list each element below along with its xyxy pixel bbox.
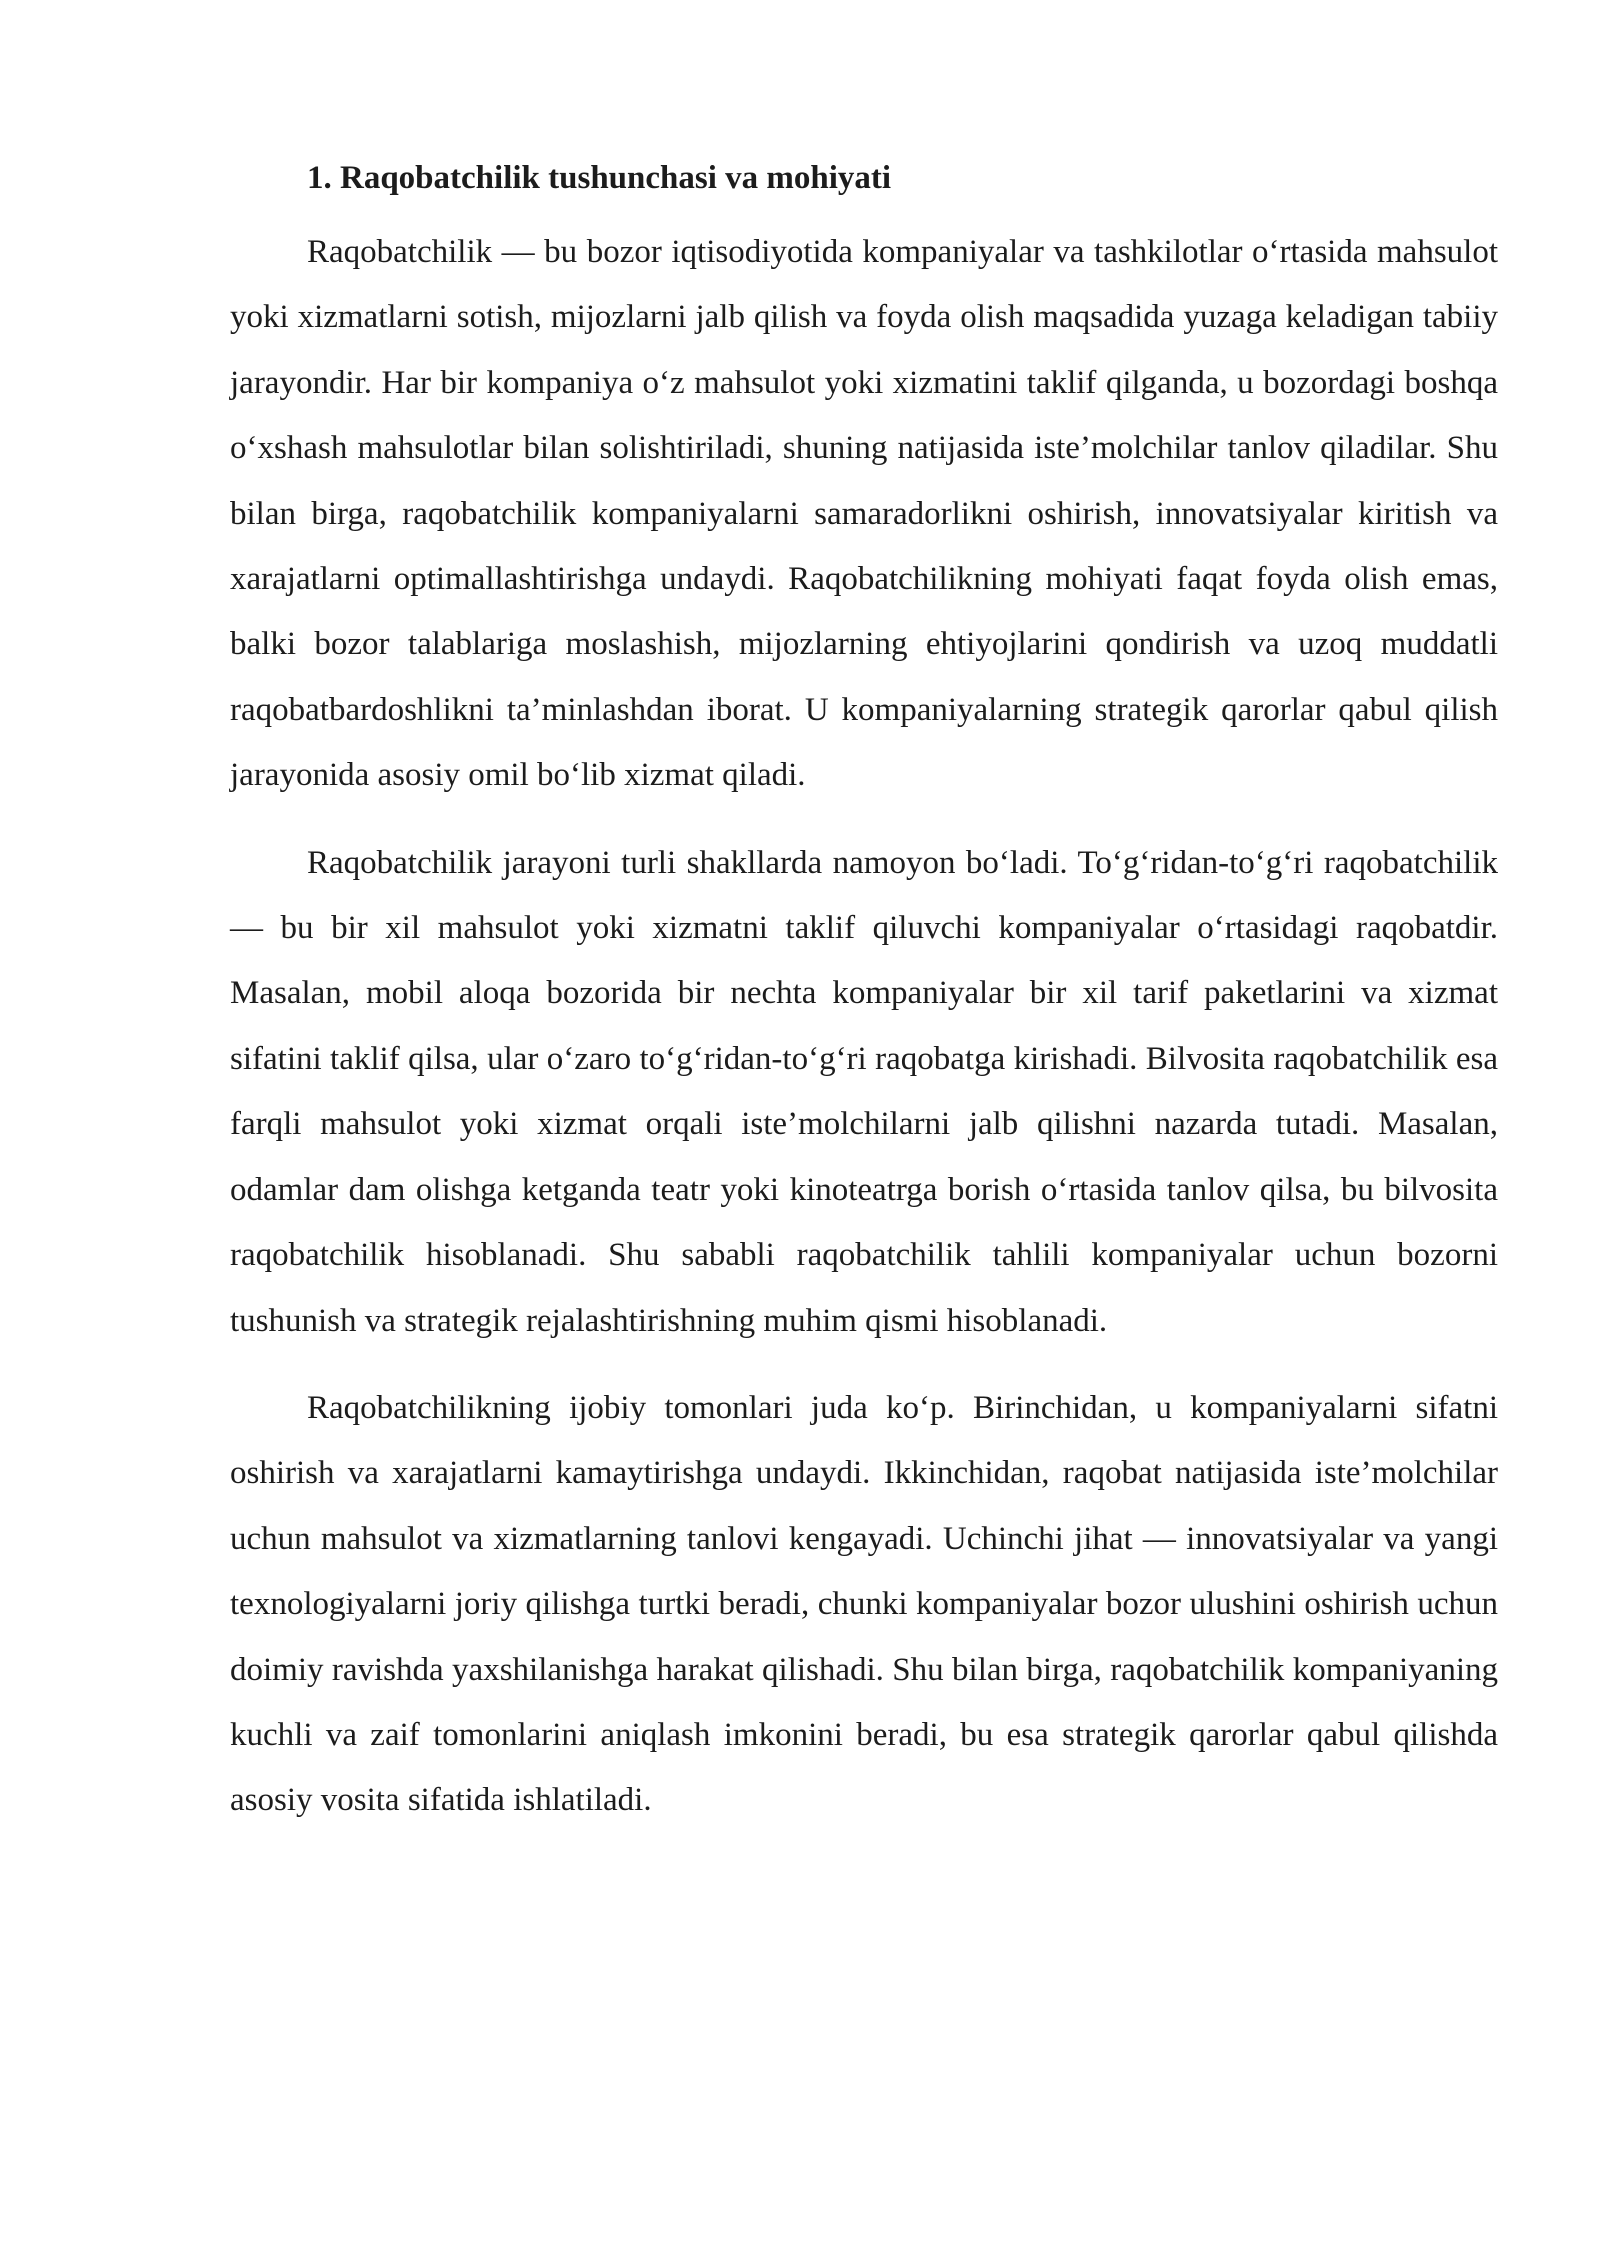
paragraph-definition: Raqobatchilik — bu bozor iqtisodiyotida kompaniyalar va tashkilotlar o‘rtasida mahsulot yoki xizmatlarni sotish, mijozlarni jalb qilish va foyda olish maqsadida yuzaga keladigan tabiiy jarayondir. Har bir kompaniya o‘z mahsulot yoki xizmatini taklif qilganda, u bozordagi boshqa o‘xshash mahsulotlar bilan solishtiriladi, shuning natijasida iste’molchilar tanlov qiladilar. Shu bilan birga, raqobatchilik kompaniyalarni samaradorlikni oshirish, innovatsiyalar kiritish va xarajatlarni optimallashtirishga undaydi. Raqobatchilikning mohiyati faqat foyda olish emas, balki bozor talablariga moslashish, mijozlarning ehtiyojlarini qondirish va uzoq muddatli raqobatbardoshlikni ta’minlashdan iborat. U kompaniyalarning strategik qarorlar qabul qilish jarayonida asosiy omil bo‘lib xizmat qiladi. bbox=[230, 234, 1498, 794]
paragraph-benefits: Raqobatchilikning ijobiy tomonlari juda ko‘p. Birinchidan, u kompaniyalarni sifatni oshirish va xarajatlarni kamaytirishga undaydi. Ikkinchidan, raqobat natijasida iste’molchilar uchun mahsulot va xizmatlarning tanlovi kengayadi. Uchinchi jihat — innovatsiyalar va yangi texnologiyalarni joriy qilishga turtki beradi, chunki kompaniyalar bozor ulushini oshirish uchun doimiy ravishda yaxshilanishga harakat qilishadi. Shu bilan birga, raqobatchilik kompaniyaning kuchli va zaif tomonlarini aniqlash imkonini beradi, bu esa strategik qarorlar qabul qilishda asosiy vosita sifatida ishlatiladi. bbox=[230, 1389, 1498, 1819]
paragraph-forms: Raqobatchilik jarayoni turli shakllarda namoyon bo‘ladi. To‘g‘ridan-to‘g‘ri raqobatchilik — bu bir xil mahsulot yoki xizmatni taklif qiluvchi kompaniyalar o‘rtasidagi raqobatdir. Masalan, mobil aloqa bozorida bir nechta kompaniyalar bir xil tarif paketlarini va xizmat sifatini taklif qilsa, ular o‘zaro to‘g‘ridan-to‘g‘ri raqobatga kirishadi. Bilvosita raqobatchilik esa farqli mahsulot yoki xizmat orqali iste’molchilarni jalb qilishni nazarda tutadi. Masalan, odamlar dam olishga ketganda teatr yoki kinoteatrga borish o‘rtasida tanlov qilsa, bu bilvosita raqobatchilik hisoblanadi. Shu sababli raqobatchilik tahlili kompaniyalar uchun bozorni tushunish va strategik rejalashtirishning muhim qismi hisoblanadi. bbox=[230, 844, 1498, 1339]
section-heading: 1. Raqobatchilik tushunchasi va mohiyati bbox=[307, 160, 892, 196]
